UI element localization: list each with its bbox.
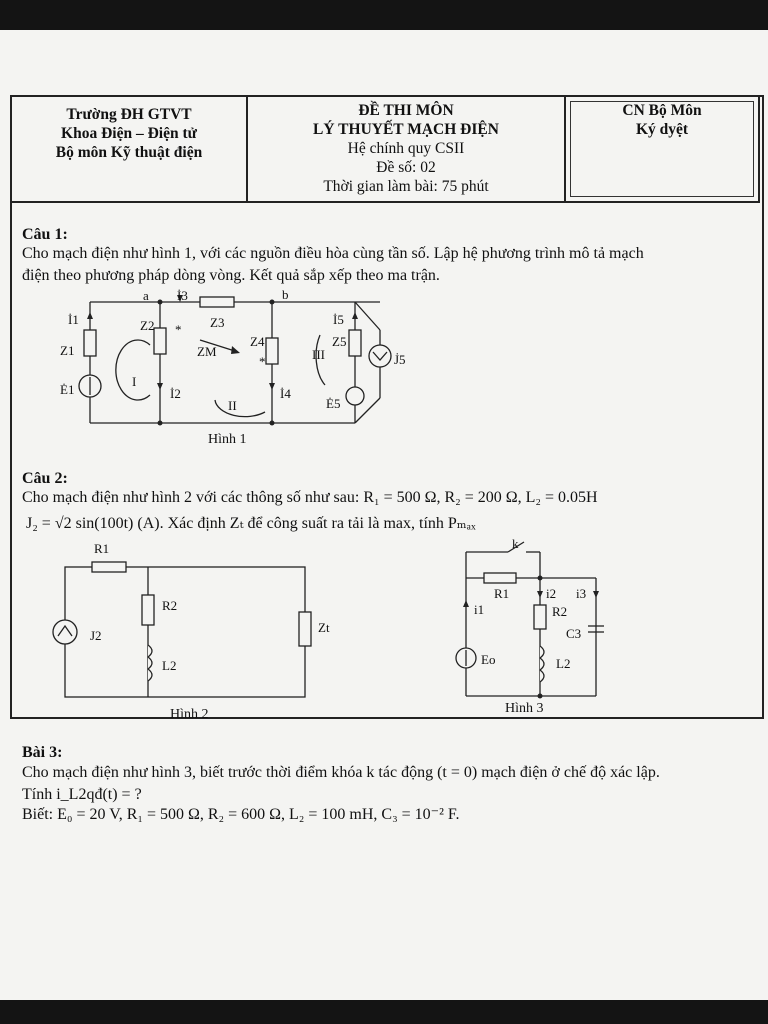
fig3-k-label: k [512,536,519,551]
figure-3-caption: Hình 3 [505,701,544,716]
zm-label: ZM [197,344,217,359]
i5-label: İ5 [333,312,344,327]
fig2-j2-label: J2 [90,628,102,643]
fig3-c3-label: C3 [566,626,582,641]
fig3-i3-label: i3 [576,586,587,601]
q3-text-line1: Cho mạch điện như hình 3, biết trước thời điểm khóa k tác động (t = 0) mạch điện ở chế độ xác lập. [22,764,660,781]
fig3-l2-label: L2 [556,656,571,671]
fig2-l2-label: L2 [162,658,177,673]
q3-text-line3: Biết: E₀ = 20 V, R₁ = 500 Ω, R₂ = 600 Ω, L₂ = 100 mH, C₃ = 10⁻² F. [22,806,460,823]
subject-title: LÝ THUYẾT MẠCH ĐIỆN [313,121,499,138]
fig3-r1-label: R1 [494,586,510,601]
q2-heading: Câu 2: [22,470,68,487]
i4-label: İ4 [280,386,291,401]
approval-sign: Ký dyệt [635,121,689,138]
loop-ii-label: II [228,398,237,413]
program-label: Hệ chính quy CSII [347,140,465,157]
q1-text-line1: Cho mạch điện như hình 1, với các nguồn điều hòa cùng tần số. Lập hệ phương trình mô tả mạch [22,245,644,262]
figure-3-circuit [456,542,604,696]
exam-duration: Thời gian làm bài: 75 phút [323,178,489,195]
z1-label: Z1 [60,343,75,358]
i1-label: İ1 [68,312,79,327]
fig2-r1-label: R1 [94,541,110,556]
q2-text-line1: Cho mạch điện như hình 2 với các thông số như sau: R₁ = 500 Ω, R₂ = 200 Ω, L₂ = 0.05H [22,489,598,506]
z5-label: Z5 [332,334,347,349]
loop-iii-label: III [312,347,325,362]
school-name: Trường ĐH GTVT [66,106,192,123]
star-z4: * [259,354,266,369]
exam-title: ĐỀ THI MÔN [358,102,454,119]
e1-label: Ė1 [60,382,75,397]
approval-title: CN Bộ Môn [622,102,702,119]
e5-label: Ė5 [326,396,341,411]
faculty-name: Khoa Điện – Điện tử [61,125,197,142]
node-b-label: b [282,287,289,302]
q3-heading: Bài 3: [22,744,63,761]
fig3-i1-label: i1 [474,602,485,617]
fig2-r2-label: R2 [162,598,178,613]
q2-text-line2: J₂ = √2 sin(100t) (A). Xác định Zₜ để công suất ra tải là max, tính Pₘₐₓ [26,515,476,532]
z4-label: Z4 [250,334,265,349]
fig3-r2-label: R2 [552,604,568,619]
i2-label: İ2 [170,386,181,401]
i3-label: İ3 [177,288,188,303]
figure-2-caption: Hình 2 [170,707,209,722]
q3-text-line2: Tính i_L2qđ(t) = ? [22,786,142,803]
star-z2: * [175,322,182,337]
z2-label: Z2 [140,318,155,333]
j5-label: J̇5 [394,352,406,367]
node-a-label: a [143,288,149,303]
fig3-i2-label: i2 [546,586,557,601]
department-name: Bộ môn Kỹ thuật điện [55,144,203,161]
z3-label: Z3 [210,315,225,330]
q1-heading: Câu 1: [22,226,68,243]
fig3-eo-label: Eo [481,652,496,667]
loop-i-label: I [132,374,137,389]
exam-number: Đề số: 02 [376,159,436,176]
q1-text-line2: điện theo phương pháp dòng vòng. Kết quả sắp xếp theo ma trận. [22,267,440,284]
fig2-zt-label: Zt [318,620,330,635]
figure-1-caption: Hình 1 [208,432,247,447]
